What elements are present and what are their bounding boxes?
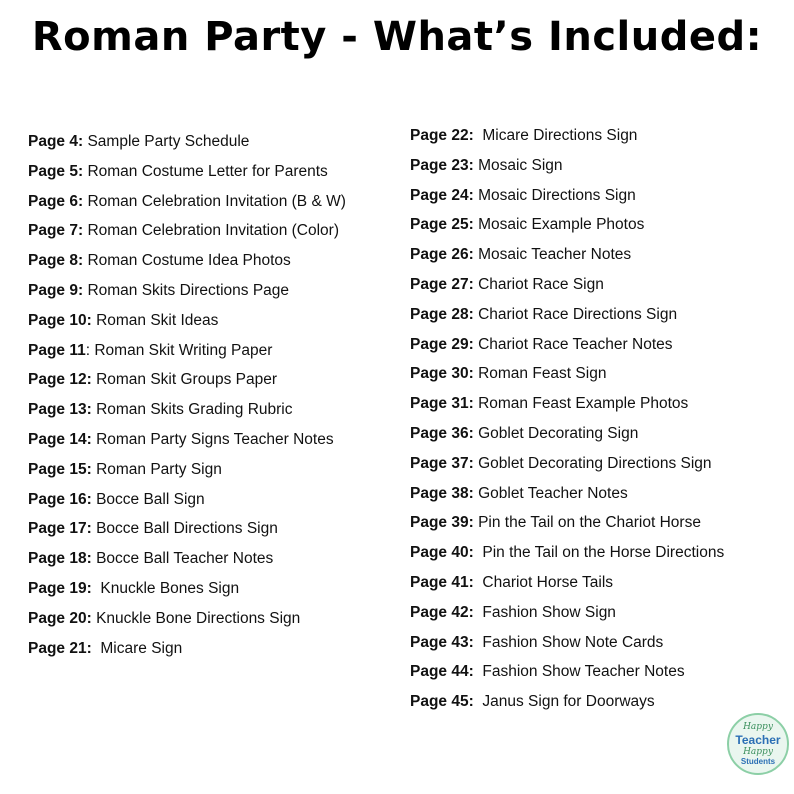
item-description: Bocce Ball Sign [91,490,205,508]
page-number-label: Page 36: [410,424,474,442]
list-item [28,187,346,217]
list-item [410,657,724,687]
page-number-label: Page 13: [28,401,92,419]
item-description: Roman Costume Idea Photos [83,252,291,270]
item-description: Chariot Race Sign [473,275,604,293]
list-item [28,544,346,574]
item-description: Goblet Decorating Sign [473,424,639,442]
item-description: Roman Celebration Invitation (B & W) [83,192,346,210]
page-number-label: Page 11 [28,341,86,359]
item-description: Roman Skit Ideas [91,311,219,329]
item-description: : Roman Skit Writing Paper [85,341,273,359]
logo-line-3: Happy [743,747,773,757]
item-description: Roman Party Signs Teacher Notes [91,430,334,448]
list-item [28,246,346,276]
list-item [410,151,724,181]
page-number-label: Page 15: [28,460,92,478]
list-item [410,449,724,479]
page-number-label: Page 22: [410,127,474,144]
item-description: Roman Skits Grading Rubric [91,401,293,419]
page-number-label: Page 20: [28,609,92,627]
page-number-label: Page 5: [28,162,84,180]
item-description: Mosaic Teacher Notes [473,246,632,264]
item-description: Goblet Teacher Notes [473,484,628,502]
list-item [410,628,724,658]
item-description: Sample Party Schedule [83,133,250,150]
list-item [28,365,346,395]
page-number-label: Page 12: [28,371,92,389]
page-number-label: Page 30: [410,365,474,383]
page-number-label: Page 10: [28,311,92,329]
list-item [410,508,724,538]
page-number-label: Page 8: [28,252,84,270]
page-number-label: Page 29: [410,335,474,353]
list-item [410,538,724,568]
list-item [28,574,346,604]
list-item [28,485,346,515]
item-description: Bocce Ball Teacher Notes [91,550,274,568]
list-item [410,479,724,509]
item-description: Fashion Show Teacher Notes [473,663,685,681]
list-item [28,306,346,336]
item-description: Chariot Horse Tails [473,573,614,591]
page-number-label: Page 18: [28,550,92,568]
list-item [410,568,724,598]
page-number-label: Page 6: [28,192,84,210]
page-number-label: Page 19: [28,579,92,597]
item-description: Roman Party Sign [91,460,222,478]
item-description: Roman Feast Sign [473,365,607,383]
item-description: Mosaic Example Photos [473,216,645,234]
page-number-label: Page 31: [410,395,474,413]
page-number-label: Page 7: [28,222,84,240]
item-description: Roman Skits Directions Page [83,281,290,299]
page-number-label: Page 45: [410,693,474,711]
page-number-label: Page 25: [410,216,474,234]
list-item [28,514,346,544]
list-item [410,181,724,211]
page-number-label: Page 38: [410,484,474,502]
logo-line-2: Teacher [735,733,781,747]
page-title: Roman Party - What’s Included: [31,14,763,60]
item-description: Micare Directions Sign [473,127,638,144]
list-item [28,395,346,425]
list-item [28,455,346,485]
left-column-list [28,127,346,663]
logo-line-4: Students [740,757,776,766]
list-item [410,330,724,360]
page-number-label: Page 26: [410,246,474,264]
list-item [410,270,724,300]
page-number-label: Page 23: [410,156,474,174]
item-description: Chariot Race Teacher Notes [473,335,673,353]
list-item [410,359,724,389]
list-item [410,300,724,330]
list-item [410,121,724,151]
item-description: Chariot Race Directions Sign [473,305,678,323]
page-number-label: Page 39: [410,514,474,532]
item-description: Janus Sign for Doorways [473,693,655,711]
item-description: Roman Costume Letter for Parents [83,162,328,180]
item-description: Mosaic Sign [473,156,563,174]
item-description: Roman Skit Groups Paper [91,371,277,389]
happy-teacher-logo [727,713,789,775]
list-item [28,604,346,634]
list-item [410,687,724,717]
page-number-label: Page 44: [410,663,474,681]
list-item [28,216,346,246]
page-number-label: Page 14: [28,430,92,448]
page-number-label: Page 4: [28,133,84,150]
list-item [410,598,724,628]
page-number-label: Page 28: [410,305,474,323]
item-description: Micare Sign [91,639,183,657]
page-number-label: Page 24: [410,186,474,204]
list-item [28,157,346,187]
page-number-label: Page 21: [28,639,92,657]
page-number-label: Page 27: [410,275,474,293]
page-number-label: Page 37: [410,454,474,472]
logo-line-1: Happy [743,722,773,732]
list-item [28,127,346,157]
page-number-label: Page 41: [410,573,474,591]
page-number-label: Page 40: [410,544,474,562]
list-item [28,276,346,306]
item-description: Knuckle Bones Sign [91,579,240,597]
item-description: Goblet Decorating Directions Sign [473,454,712,472]
item-description: Pin the Tail on the Horse Directions [473,544,725,562]
item-description: Bocce Ball Directions Sign [91,520,278,538]
page-number-label: Page 17: [28,520,92,538]
list-item [410,419,724,449]
page-number-label: Page 42: [410,603,474,621]
list-item [410,210,724,240]
page-number-label: Page 43: [410,633,474,651]
item-description: Fashion Show Note Cards [473,633,664,651]
list-item [410,389,724,419]
list-item [28,425,346,455]
item-description: Mosaic Directions Sign [473,186,636,204]
right-column-list [410,121,724,717]
item-description: Fashion Show Sign [473,603,616,621]
item-description: Knuckle Bone Directions Sign [91,609,301,627]
page-number-label: Page 16: [28,490,92,508]
page-number-label: Page 9: [28,281,84,299]
list-item [28,336,346,366]
item-description: Roman Celebration Invitation (Color) [83,222,340,240]
item-description: Pin the Tail on the Chariot Horse [473,514,701,532]
list-item [410,240,724,270]
list-item [28,634,346,664]
item-description: Roman Feast Example Photos [473,395,689,413]
